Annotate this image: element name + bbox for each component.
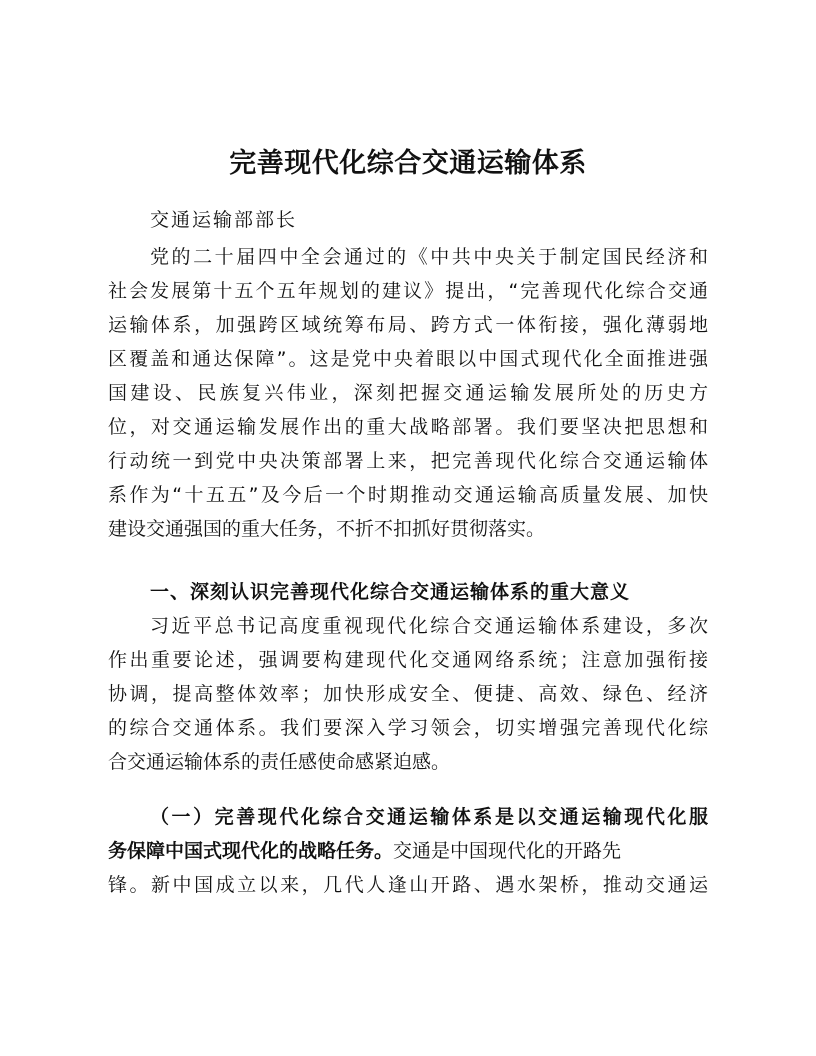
author-line: 交通运输部部长 (150, 209, 298, 231)
paragraph-line: 区覆盖和通达保障”。这是党中央着眼以中国式现代化全面推进强 (108, 348, 708, 370)
paragraph-line: 协调，提高整体效率；加快形成安全、便捷、高效、绿色、经济 (108, 683, 708, 705)
paragraph-line: 运输体系，加强跨区域统筹布局、跨方式一体衔接，强化薄弱地 (108, 314, 708, 336)
paragraph-line: 习近平总书记高度重视现代化综合交通运输体系建设，多次 (150, 615, 708, 637)
paragraph-line: 社会发展第十五个五年规划的建议》提出，“完善现代化综合交通 (108, 280, 708, 302)
paragraph-1 (108, 240, 708, 546)
paragraph-line: 合交通运输体系的责任感使命感紧迫感。 (108, 751, 451, 773)
paragraph-line: 党的二十届四中全会通过的《中共中央关于制定国民经济和 (150, 246, 708, 268)
paragraph-line: 国建设、民族复兴伟业，深刻把握交通运输发展所处的历史方 (108, 382, 708, 404)
paragraph-2 (108, 609, 708, 779)
subsection-1 (108, 800, 708, 902)
subsection-heading-tail: 务保障中国式现代化的战略任务。 (108, 840, 394, 862)
section-heading: 一、深刻认识完善现代化综合交通运输体系的重大意义 (150, 581, 631, 603)
paragraph-line: 位，对交通运输发展作出的重大战略部署。我们要坚决把思想和 (108, 416, 708, 438)
paragraph-line: 建设交通强国的重大任务，不折不扣抓好贯彻落实。 (108, 518, 546, 540)
subsection-text: 交通是中国现代化的开路先 (393, 840, 622, 862)
subsection-heading-line: （一）完善现代化综合交通运输体系是以交通运输现代化服 (150, 806, 708, 828)
paragraph-line: 的综合交通体系。我们要深入学习领会，切实增强完善现代化综 (108, 717, 708, 739)
paragraph-line: 作出重要论述，强调要构建现代化交通网络系统；注意加强衔接 (108, 649, 708, 671)
document-title: 完善现代化综合交通运输体系 (229, 148, 587, 179)
paragraph-line: 系作为“十五五”及今后一个时期推动交通运输高质量发展、加快 (108, 484, 708, 506)
subsection-line (108, 834, 708, 868)
paragraph-line: 行动统一到党中央决策部署上来，把完善现代化综合交通运输体 (108, 450, 708, 472)
subsection-line: 锋。新中国成立以来，几代人逢山开路、遇水架桥，推动交通运 (108, 874, 708, 896)
